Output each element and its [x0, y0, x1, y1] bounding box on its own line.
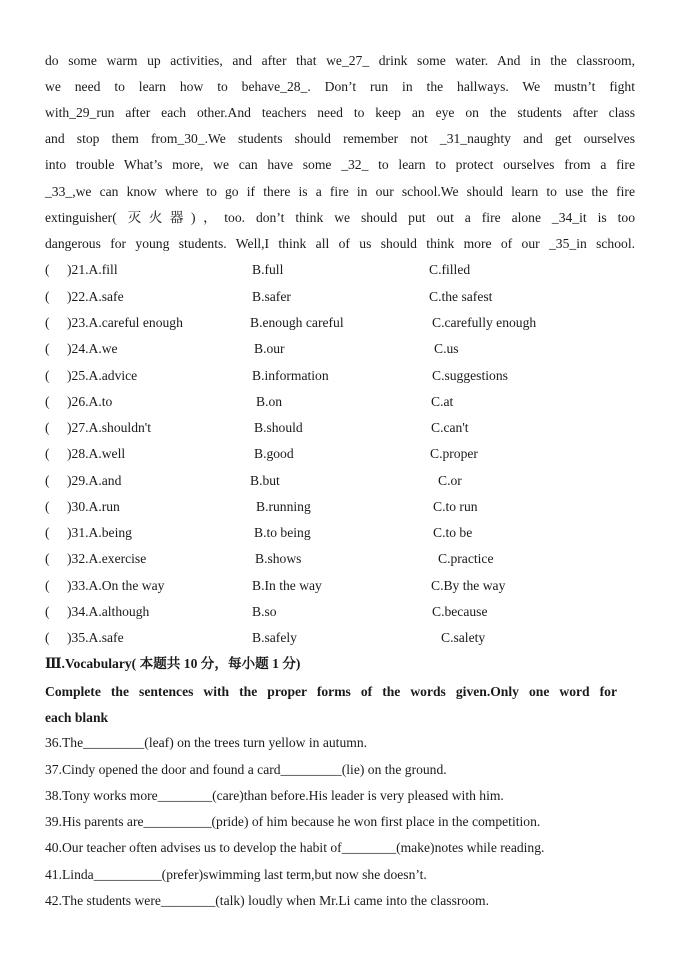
- option-a: )34.A.although: [67, 604, 150, 619]
- option-b: B.so: [252, 604, 277, 619]
- question-row: [45, 629, 645, 647]
- passage-line-7: extinguisher( 灭火器)，too. don’t think we should put out a fire alone _34_it is too: [45, 210, 635, 225]
- sentence-36: 36.The_________(leaf) on the trees turn yellow in autumn.: [45, 735, 368, 750]
- answer-paren: (: [45, 551, 50, 566]
- option-c: C.or: [438, 473, 462, 488]
- option-b: B.on: [256, 394, 283, 409]
- question-row: [45, 472, 645, 490]
- option-a: )27.A.shouldn't: [67, 420, 152, 435]
- sentence-42: 42.The students were________(talk) loudly when Mr.Li came into the classroom.: [45, 893, 489, 908]
- question-row: [45, 577, 645, 595]
- passage-line-6: _33_,we can know where to go if there is a fire in our school.We should learn to use the fire: [45, 184, 635, 199]
- option-c: C.the safest: [429, 289, 493, 304]
- question-row: [45, 393, 645, 411]
- option-b: B.full: [252, 262, 284, 277]
- option-c: C.because: [432, 604, 488, 619]
- option-b: B.running: [256, 499, 311, 514]
- option-c: C.suggestions: [432, 368, 508, 383]
- option-b: B.enough careful: [250, 315, 344, 330]
- option-c: C.proper: [430, 446, 478, 461]
- answer-paren: (: [45, 341, 50, 356]
- question-row: [45, 314, 645, 332]
- question-row: [45, 603, 645, 621]
- sentence-39: 39.His parents are__________(pride) of him because he won first place in the competition.: [45, 814, 541, 829]
- option-c: C.By the way: [431, 578, 506, 593]
- answer-paren: (: [45, 315, 50, 330]
- option-a: )31.A.being: [67, 525, 132, 540]
- question-row: [45, 261, 645, 279]
- answer-paren: (: [45, 368, 50, 383]
- option-a: )23.A.careful enough: [67, 315, 183, 330]
- sentence-41: 41.Linda__________(prefer)swimming last term,but now she doesn’t.: [45, 867, 427, 882]
- option-b: B.to being: [254, 525, 311, 540]
- question-row: [45, 367, 645, 385]
- question-row: [45, 524, 645, 542]
- question-row: [45, 288, 645, 306]
- answer-paren: (: [45, 499, 50, 514]
- option-b: B.our: [254, 341, 285, 356]
- option-c: C.to run: [433, 499, 478, 514]
- question-row: [45, 550, 645, 568]
- option-c: C.to be: [433, 525, 473, 540]
- passage-line-5: into trouble What’s more, we can have some _32_ to learn to protect ourselves from a fire: [45, 157, 635, 172]
- passage-line-4: and stop them from_30_.We students should remember not _31_naughty and get ourselves: [45, 131, 635, 146]
- option-a: )35.A.safe: [67, 630, 124, 645]
- section-title: Ⅲ.Vocabulary( 本题共 10 分，每小题 1 分): [45, 656, 301, 671]
- option-c: C.can't: [431, 420, 469, 435]
- answer-paren: (: [45, 578, 50, 593]
- option-a: )21.A.fill: [67, 262, 118, 277]
- option-b: B.In the way: [252, 578, 322, 593]
- sentence-37: 37.Cindy opened the door and found a card_________(lie) on the ground.: [45, 762, 447, 777]
- option-c: C.carefully enough: [432, 315, 537, 330]
- passage-line-8: dangerous for young students. Well,I think all of us should think more of our _35_in school.: [45, 236, 635, 251]
- option-a: )33.A.On the way: [67, 578, 165, 593]
- answer-paren: (: [45, 420, 50, 435]
- answer-paren: (: [45, 394, 50, 409]
- option-b: B.shows: [255, 551, 302, 566]
- option-b: B.should: [254, 420, 303, 435]
- answer-paren: (: [45, 262, 50, 277]
- question-row: [45, 445, 645, 463]
- answer-paren: (: [45, 604, 50, 619]
- option-a: )22.A.safe: [67, 289, 124, 304]
- option-c: C.salety: [441, 630, 486, 645]
- option-a: )25.A.advice: [67, 368, 138, 383]
- passage-line-2: we need to learn how to behave_28_. Don’t run in the hallways. We mustn’t fight: [45, 79, 635, 94]
- option-c: C.filled: [429, 262, 471, 277]
- answer-paren: (: [45, 473, 50, 488]
- option-a: )28.A.well: [67, 446, 126, 461]
- option-a: )30.A.run: [67, 499, 120, 514]
- instruction-line-2: each blank: [45, 710, 109, 725]
- answer-paren: (: [45, 630, 50, 645]
- question-row: [45, 340, 645, 358]
- option-b: B.good: [254, 446, 294, 461]
- option-b: B.but: [250, 473, 280, 488]
- option-c: C.at: [431, 394, 454, 409]
- question-row: [45, 498, 645, 516]
- passage-line-3: with_29_run after each other.And teachers need to keep an eye on the students after class: [45, 105, 635, 120]
- answer-paren: (: [45, 525, 50, 540]
- answer-paren: (: [45, 289, 50, 304]
- option-a: )26.A.to: [67, 394, 113, 409]
- option-b: B.information: [252, 368, 329, 383]
- option-b: B.safely: [252, 630, 297, 645]
- instruction-line-1: Complete the sentences with the proper forms of the words given.Only one word for: [45, 684, 617, 699]
- option-a: )29.A.and: [67, 473, 122, 488]
- passage-line-1: do some warm up activities, and after that we_27_ drink some water. And in the classroom,: [45, 53, 635, 68]
- option-b: B.safer: [252, 289, 291, 304]
- sentence-38: 38.Tony works more________(care)than before.His leader is very pleased with him.: [45, 788, 504, 803]
- option-c: C.practice: [438, 551, 494, 566]
- option-c: C.us: [434, 341, 459, 356]
- option-a: )32.A.exercise: [67, 551, 147, 566]
- question-row: [45, 419, 645, 437]
- answer-paren: (: [45, 446, 50, 461]
- option-a: )24.A.we: [67, 341, 118, 356]
- sentence-40: 40.Our teacher often advises us to develop the habit of________(make)notes while reading.: [45, 840, 545, 855]
